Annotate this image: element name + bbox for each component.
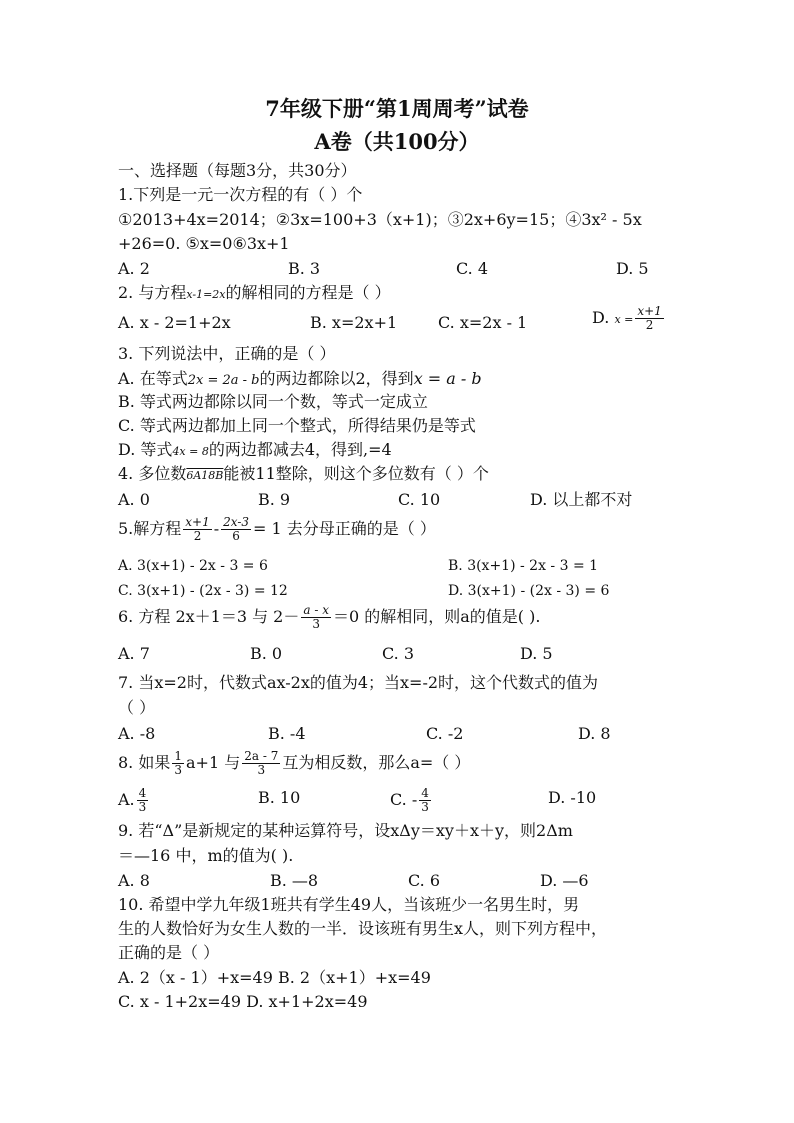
q9-line1: 9. 若“Δ”是新规定的某种运算符号，设xΔy＝xy＋x＋y，则2Δm [118, 821, 573, 840]
q8-stem-b: 互为相反数，那么a=（ ） [282, 753, 471, 772]
q10-options-row-2: C. x - 1+2x=49 D. x+1+2x=49 [118, 992, 368, 1011]
q4-option-a: A. 0 [118, 490, 150, 509]
q8-stem-a: 8. 如果 [118, 753, 171, 772]
q1-option-b: B. 3 [288, 259, 321, 278]
q6-fraction [301, 604, 331, 631]
q8-option-c [390, 787, 433, 814]
q4-stem-b: 能被11整除，则这个多位数有（ ）个 [223, 464, 489, 483]
q8-option-c-numerator: 4 [421, 786, 429, 800]
q1-option-a: A. 2 [118, 259, 150, 278]
q5-fraction-2-denominator: 6 [232, 529, 240, 543]
q5-stem-b: = 1 去分母正确的是（ ） [253, 519, 436, 538]
q2-equation: x-1=2x [186, 288, 226, 301]
q1-line2: +26=0. ⑤x=0⑥3x+1 [118, 234, 290, 253]
q2-option-a: A. x - 2=1+2x [118, 313, 231, 332]
q8-stem-mid: a+1 与 [186, 753, 241, 772]
q8-fraction-1-numerator: 1 [174, 749, 182, 763]
q3-option-c: C. 等式两边都加上同一个整式，所得结果仍是等式 [118, 416, 476, 435]
q6-stem [118, 604, 540, 631]
q2-stem [118, 282, 391, 306]
q8-option-a-label: A. [118, 790, 135, 809]
q6-option-d: D. 5 [520, 644, 553, 663]
q6-stem-a: 6. 方程 2x＋1＝3 与 2－ [118, 607, 300, 626]
q3-stem: 3. 下列说法中，正确的是（ ） [118, 344, 336, 363]
q6-option-b: B. 0 [250, 644, 283, 663]
q5-stem-a: 5.解方程 [118, 519, 182, 538]
q8-stem [118, 750, 470, 777]
q4-option-b: B. 9 [258, 490, 291, 509]
q4-stem-a: 4. 多位数 [118, 464, 187, 483]
q9-option-d: D. —6 [540, 871, 589, 890]
q1-option-c: C. 4 [456, 259, 489, 278]
q6-fraction-numerator: a - x [303, 603, 329, 617]
q8-option-a-denominator: 3 [138, 800, 147, 814]
q5-stem [118, 516, 436, 543]
q10-line3: 正确的是（ ） [118, 943, 220, 962]
q2-stem-a: 2. 与方程 [118, 283, 187, 302]
q4-option-c: C. 10 [398, 490, 441, 509]
q9-option-b: B. —8 [270, 871, 319, 890]
q2-option-d-denominator: 2 [645, 318, 654, 332]
q2-option-d-numerator: x+1 [637, 304, 662, 318]
q5-fraction-2-numerator: 2x-3 [223, 515, 250, 529]
q8-fraction-2-denominator: 3 [257, 763, 266, 777]
q10-options-row-1: A. 2（x - 1）+x=49 B. 2（x+1）+x=49 [118, 968, 431, 987]
q10-line1: 10. 希望中学九年级1班共有学生49人，当该班少一名男生时，男 [118, 895, 580, 914]
q5-fraction-2 [221, 516, 251, 543]
q8-fraction-2 [242, 750, 280, 777]
q8-option-b: B. 10 [258, 788, 301, 807]
q4-stem [118, 463, 489, 487]
q3-option-d-prefix: D. 等式 [118, 440, 173, 459]
q2-stem-b: 的解相同的方程是（ ） [225, 283, 391, 302]
q2-option-d [592, 305, 666, 332]
q5-option-d: D. 3(x+1) - (2x - 3) = 6 [448, 583, 610, 599]
q7-option-b: B. -4 [268, 724, 306, 743]
q8-option-c-denominator: 3 [421, 800, 429, 814]
q5-fraction-1-denominator: 2 [193, 529, 202, 543]
q7-option-d: D. 8 [578, 724, 611, 743]
q6-stem-b: ＝0 的解相同，则a的值是( ). [332, 607, 541, 626]
page-title: 7年级下册“第1周周考”试卷 [265, 96, 529, 121]
q3-option-a-prefix: A. 在等式 [118, 369, 188, 388]
q2-option-d-lhs: x = [614, 313, 634, 326]
q5-fraction-1-numerator: x+1 [185, 515, 210, 529]
q8-fraction-1 [172, 750, 184, 777]
q8-option-c-fraction [419, 787, 431, 814]
q8-option-c-label: C. - [390, 790, 418, 809]
q4-number: 6A18B [186, 469, 224, 482]
q5-option-b: B. 3(x+1) - 2x - 3 = 1 [448, 558, 599, 574]
q8-option-a-numerator: 4 [138, 786, 147, 800]
q9-option-c: C. 6 [408, 871, 441, 890]
q5-option-c: C. 3(x+1) - (2x - 3) = 12 [118, 583, 288, 599]
q7-option-a: A. -8 [118, 724, 156, 743]
q1-option-d: D. 5 [616, 259, 649, 278]
q3-option-d-suffix: 的两边都减去4，得到,=4 [208, 440, 392, 459]
q1-line1: ①2013+4x=2014；②3x=100+3（x+1)；③2x+6y=15；④3x² - 5x [118, 210, 642, 229]
q7-line2: （ ） [118, 698, 156, 717]
q1-stem: 1.下列是一元一次方程的有（ ）个 [118, 185, 363, 204]
q4-option-d: D. 以上都不对 [530, 490, 633, 509]
q5-minus: - [213, 519, 220, 538]
q2-option-b: B. x=2x+1 [310, 313, 398, 332]
q6-option-a: A. 7 [118, 644, 150, 663]
q5-fraction-1 [183, 516, 211, 543]
q9-option-a: A. 8 [118, 871, 150, 890]
q2-option-c: C. x=2x - 1 [438, 313, 528, 332]
q7-line1: 7. 当x=2时，代数式ax-2x的值为4；当x=-2时，这个代数式的值为 [118, 673, 599, 692]
q8-option-a-fraction [137, 787, 149, 814]
q8-option-a [118, 787, 150, 814]
q3-option-b: B. 等式两边都除以同一个数，等式一定成立 [118, 392, 428, 411]
q3-option-a-mid: 的两边都除以2，得到 [259, 369, 414, 388]
q8-option-d: D. -10 [548, 788, 597, 807]
q2-option-d-fraction [635, 305, 663, 332]
q6-fraction-denominator: 3 [312, 617, 320, 631]
section-heading: 一、选择题（每题3分，共30分） [118, 161, 357, 180]
q3-option-d-equation: 4x = 8 [172, 445, 209, 458]
q2-option-d-label: D. [592, 308, 610, 327]
q5-option-a: A. 3(x+1) - 2x - 3 = 6 [118, 558, 268, 574]
q8-fraction-2-numerator: 2a - 7 [244, 749, 279, 763]
q8-fraction-1-denominator: 3 [174, 763, 182, 777]
q9-line2: ＝—16 中，m的值为( ). [118, 846, 294, 865]
page-subtitle: A卷（共100分） [314, 129, 480, 154]
q3-option-a [118, 368, 482, 392]
q7-option-c: C. -2 [426, 724, 464, 743]
q10-line2: 生的人数恰好为女生人数的一半．设该班有男生x人，则下列方程中， [118, 919, 608, 938]
q3-option-a-result: x = a - b [413, 369, 482, 388]
q3-option-a-equation: 2x = 2a - b [187, 373, 260, 388]
q3-option-d [118, 439, 392, 463]
q6-option-c: C. 3 [382, 644, 415, 663]
